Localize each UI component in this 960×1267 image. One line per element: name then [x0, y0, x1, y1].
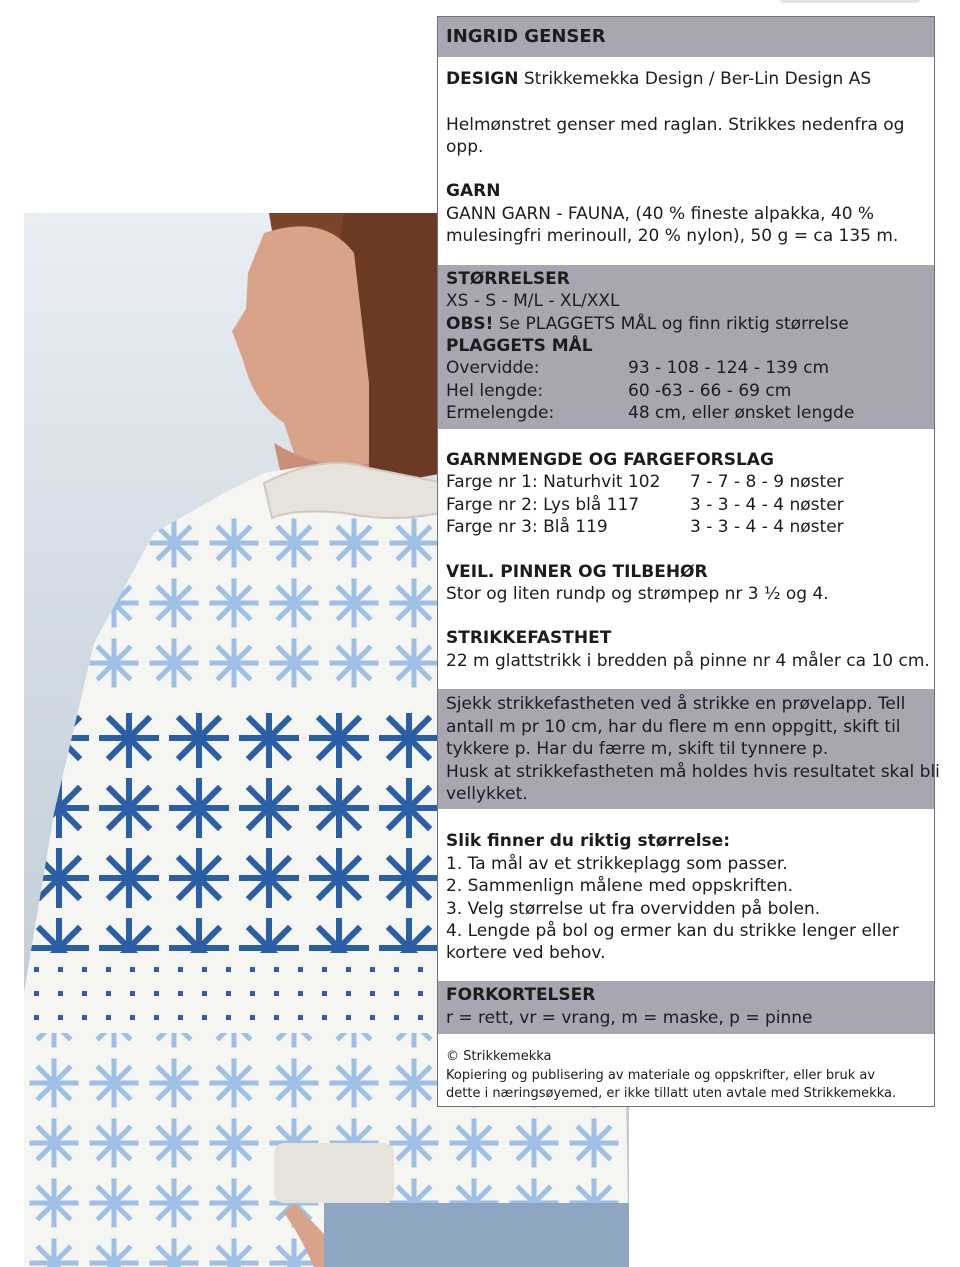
page-title: INGRID GENSER [446, 26, 606, 47]
size-guide-line: 1. Ta mål av et strikkeplagg som passer. [446, 854, 788, 874]
sizes-line: XS - S - M/L - XL/XXL [446, 291, 620, 311]
garnmengde-section [438, 429, 934, 689]
forkortelser-section [438, 981, 934, 1034]
storrelser-heading: STØRRELSER [446, 269, 570, 289]
size-guide-line: 3. Velg størrelse ut fra overvidden på bolen. [446, 899, 821, 919]
obs-text: Se PLAGGETS MÅL og finn riktig størrelse [498, 314, 849, 334]
color-label: Farge nr 3: Blå 119 [446, 517, 608, 537]
footer-section [438, 1034, 934, 1106]
strikkefasthet-text: 22 m glattstrikk i bredden på pinne nr 4 måler ca 10 cm. [446, 651, 930, 671]
title-bar [438, 17, 934, 57]
pinner-heading: VEIL. PINNER OG TILBEHØR [446, 562, 708, 582]
sjekk-line: Sjekk strikkefastheten ved å strikke en prøvelapp. Tell [446, 694, 906, 714]
measure-label: Ermelengde: [446, 403, 555, 423]
footer-line: Kopiering og publisering av materiale og oppskrifter, eller bruk av [446, 1068, 876, 1083]
strikkefasthet-heading: STRIKKEFASTHET [446, 628, 612, 648]
forkortelser-text: r = rett, vr = vrang, m = maske, p = pinne [446, 1008, 813, 1028]
size-guide-line: kortere ved behov. [446, 943, 606, 963]
measure-value: 93 - 108 - 124 - 139 cm [628, 358, 830, 378]
measure-value: 48 cm, eller ønsket lengde [628, 403, 855, 423]
obs-label: OBS! [446, 314, 494, 334]
color-value: 7 - 7 - 8 - 9 nøster [690, 472, 844, 492]
sjekk-line: antall m pr 10 cm, har du flere m enn oppgitt, skift til [446, 717, 901, 737]
description-line: Helmønstret genser med raglan. Strikkes nedenfra og [446, 115, 905, 135]
design-label: DESIGN [446, 69, 519, 89]
color-label: Farge nr 2: Lys blå 117 [446, 495, 640, 515]
color-value: 3 - 3 - 4 - 4 nøster [690, 517, 844, 537]
measure-label: Hel lengde: [446, 381, 544, 401]
sjekk-line: vellykket. [446, 784, 528, 804]
size-guide-line: 2. Sammenlign målene med oppskriften. [446, 876, 793, 896]
size-guide-heading: Slik finner du riktig størrelse: [446, 831, 731, 851]
measure-value: 60 -63 - 66 - 69 cm [628, 381, 792, 401]
sjekk-section [438, 689, 940, 809]
garn-line: mulesingfri merinoull, 20 % nylon), 50 g = ca 135 m. [446, 226, 899, 246]
intro-section [438, 57, 934, 265]
pattern-info-card [437, 16, 940, 1107]
forkortelser-heading: FORKORTELSER [446, 985, 596, 1005]
plaggets-heading: PLAGGETS MÅL [446, 336, 593, 356]
sjekk-line: tykkere p. Har du færre m, skift til tynnere p. [446, 739, 829, 759]
garn-line: GANN GARN - FAUNA, (40 % fineste alpakka, 40 % [446, 204, 875, 224]
garn-heading: GARN [446, 181, 501, 201]
garnmengde-heading: GARNMENGDE OG FARGEFORSLAG [446, 450, 774, 470]
size-guide-section [438, 809, 934, 981]
footer-line: dette i næringsøyemed, er ikke tillatt uten avtale med Strikkemekka. [446, 1086, 897, 1101]
design-line [446, 68, 871, 90]
sjekk-line: Husk at strikkefastheten må holdes hvis resultatet skal bli [446, 762, 940, 782]
copyright: © Strikkemekka [446, 1049, 552, 1064]
storrelser-section [438, 265, 934, 429]
obs-line [446, 313, 849, 335]
design-text: Strikkemekka Design / Ber-Lin Design AS [523, 69, 872, 89]
measure-label: Overvidde: [446, 358, 540, 378]
description-line: opp. [446, 137, 484, 157]
top-edge-bar [780, 0, 920, 3]
size-guide-line: 4. Lengde på bol og ermer kan du strikke lenger eller [446, 921, 899, 941]
pinner-text: Stor og liten rundp og strømpep nr 3 ½ og 4. [446, 584, 829, 604]
color-value: 3 - 3 - 4 - 4 nøster [690, 495, 844, 515]
color-label: Farge nr 1: Naturhvit 102 [446, 472, 661, 492]
